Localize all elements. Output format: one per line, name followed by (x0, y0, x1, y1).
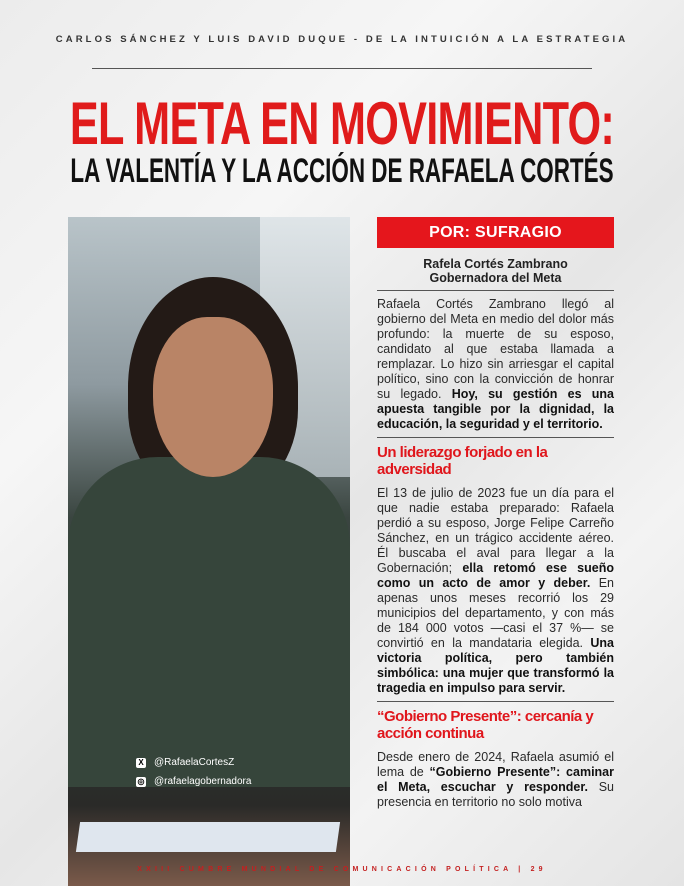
social-handles (136, 757, 251, 795)
body-text: Desde enero de 2024, Rafaela asumió el lema de (377, 750, 614, 779)
body-text: Rafaela Cortés Zambrano llegó al gobierno del Meta en medio del dolor más profundo: la muerte de su esposo, candidato al que estaba llamada a remplazar. Lo hizo sin arriesgar el capital político, sino con la convicción de honrar su legado. (377, 297, 614, 401)
author-name: Rafela Cortés Zambrano (423, 257, 568, 271)
section2-paragraph (377, 750, 614, 810)
divider (377, 437, 614, 438)
author-block (377, 257, 614, 285)
instagram-icon: ◎ (137, 776, 145, 786)
emphasis-text: “Gobierno Presente”: caminar el Meta, escuchar y responder. (377, 765, 614, 794)
body-text: En apenas unos meses recorrió los 29 municipios del departamento, y con más de 184 000 votos —casi el 37 %— se convirtió en la mandataria elegida. (377, 576, 615, 650)
body-text: Su presencia en territorio no solo motiva (377, 780, 615, 809)
byline-banner: POR: SUFRAGIO (377, 217, 614, 248)
section1-paragraph (377, 486, 614, 696)
headline: EL META EN MOVIMIENTO: (69, 90, 615, 157)
social-handle-x: @RafaelaCortesZ (154, 757, 235, 768)
divider (377, 701, 614, 702)
body-text: El 13 de julio de 2023 fue un día para el que nadie estaba preparado: Rafaela perdió a su esposo, Jorge Felipe Carreño Sánchez, en un trágico accidente aéreo. Él buscaba el aval para llegar a la Gobernación; (377, 486, 614, 575)
section2-heading: “Gobierno Presente”: cercanía y acción continua (377, 708, 594, 742)
portrait-photo (68, 217, 350, 886)
page-footer: XXIII CUMBRE MUNDIAL DE COMUNICACIÓN POLÍTICA | 29 (137, 866, 547, 873)
header-divider (92, 68, 592, 69)
emphasis-text: Una victoria política, pero también simbólica: una mujer que transformó la tragedia en impulso para servir. (377, 636, 614, 695)
section1-heading: Un liderazgo forjado en la adversidad (377, 444, 548, 478)
social-handle-instagram: @rafaelagobernadora (154, 776, 252, 787)
emphasis-text: Hoy, su gestión es una apuesta tangible por la dignidad, la educación, la seguridad y el territorio. (377, 387, 614, 431)
emphasis-text: ella retomó ese sueño como un acto de amor y deber. (377, 561, 614, 590)
author-role: Gobernadora del Meta (429, 271, 562, 285)
running-header: CARLOS SÁNCHEZ Y LUIS DAVID DUQUE - DE LA INTUICIÓN A LA ESTRATEGIA (55, 34, 629, 45)
intro-paragraph (377, 297, 614, 432)
subheadline: LA VALENTÍA Y LA ACCIÓN DE RAFAELA CORTÉS (70, 152, 614, 190)
x-icon: X (136, 758, 146, 768)
article-column (377, 217, 614, 810)
divider (377, 290, 614, 291)
